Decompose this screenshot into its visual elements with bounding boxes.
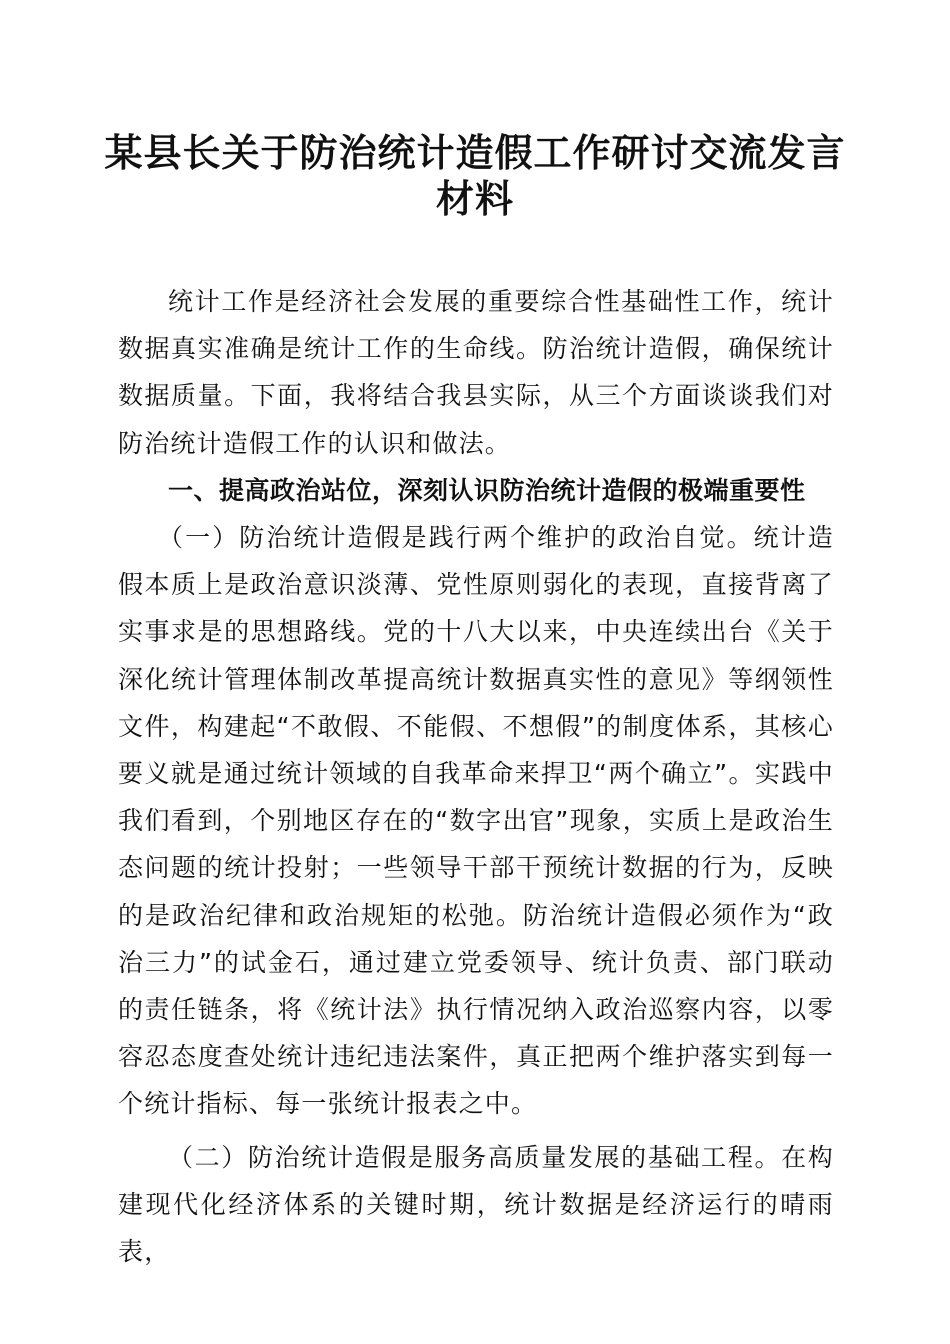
subsection-text-1: 统计造假本质上是政治意识淡薄、党性原则弱化的表现，直接背离了实事求是的思想路线。党的十八大以来，中央连续出台《关于深化统计管理体制改革提高统计数据真实性的意见》等纲领性文件，构建起“不敢假、不能假、不想假”的制度体系，其核心要义就是通过统计领域的自我革命来捍卫“两个确立”。实践中我们看到，个别地区存在的“数字出官”现象，实质上是政治生态问题的统计投射；一些领导干部干预统计数据的行为，反映的是政治纪律和政治规矩的松弛。防治统计造假必须作为“政治三力”的试金石，通过建立党委领导、统计负责、部门联动的责任链条，将《统计法》执行情况纳入政治巡察内容，以零容忍态度查处统计违纪违法案件，真正把两个维护落实到每一个统计指标、每一张统计报表之中。 bbox=[118, 523, 834, 1119]
subsection-lead-1: （一）防治统计造假是践行两个维护的政治自觉。 bbox=[158, 523, 754, 553]
subsection-paragraph-2 bbox=[118, 1134, 834, 1276]
document-body bbox=[118, 278, 834, 1275]
document-title: 某县长关于防治统计造假工作研讨交流发言材料 bbox=[104, 130, 846, 221]
subsection-lead-2: （二）防治统计造假是服务高质量发展的基础工程。 bbox=[168, 1142, 782, 1172]
intro-paragraph: 统计工作是经济社会发展的重要综合性基础性工作，统计数据真实准确是统计工作的生命线。防治统计造假，确保统计数据质量。下面，我将结合我县实际，从三个方面谈谈我们对防治统计造假工作的认识和做法。 bbox=[118, 287, 834, 458]
subsection-paragraph-1 bbox=[118, 514, 834, 1128]
section-heading-1: 一、提高政治站位，深刻认识防治统计造假的极端重要性 bbox=[168, 475, 806, 505]
subsection-text-2: 在构建现代化经济体系的关键时期，统计数据是经济运行的晴雨表， bbox=[118, 1142, 834, 1267]
